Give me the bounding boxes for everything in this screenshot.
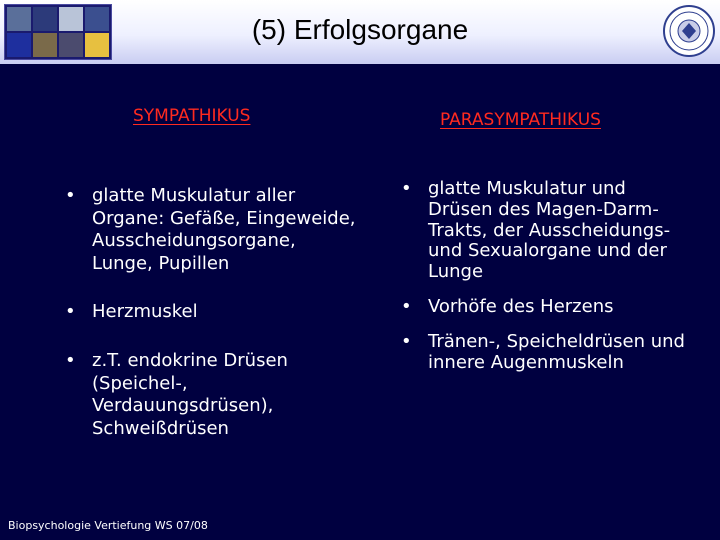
list-item [57,185,357,275]
list-item [393,179,693,283]
list-item [393,332,693,374]
list-item-text: Vorhöfe des Herzens [428,295,614,317]
parasympathikus-heading: PARASYMPATHIKUS [440,110,601,130]
bullet-icon: • [65,349,76,371]
bullet-icon: • [65,301,76,323]
slide-title: (5) Erfolgsorgane [251,14,469,45]
university-seal-icon [662,4,716,58]
bullet-icon: • [401,330,412,352]
bullet-icon: • [401,295,412,317]
header-band [0,0,720,64]
list-item-text: z.T. endokrine Drüsen (Speichel-, Verdauungsdrüsen), Schweißdrüsen [92,349,288,439]
list-item-text: Herzmuskel [92,301,198,323]
list-item-text: glatte Muskulatur und Drüsen des Magen-Darm-Trakts, der Ausscheidungs- und Sexualorgane und der Lunge [428,178,671,283]
bullet-icon: • [65,185,76,206]
list-item-text: Tränen-, Speicheldrüsen und innere Augenmuskeln [428,330,685,373]
sympathikus-list [57,185,357,440]
parasympathikus-list [393,179,693,373]
list-item [393,297,693,318]
list-item-text: glatte Muskulatur aller Organe: Gefäße, Eingeweide, Ausscheidungsorgane, Lunge, Pupillen [92,185,356,274]
sympathikus-heading: SYMPATHIKUS [133,106,251,126]
list-item [57,350,357,440]
bullet-icon: • [401,178,412,199]
slide-footer: Biopsychologie Vertiefung WS 07/08 [8,519,208,532]
list-item [57,301,357,324]
